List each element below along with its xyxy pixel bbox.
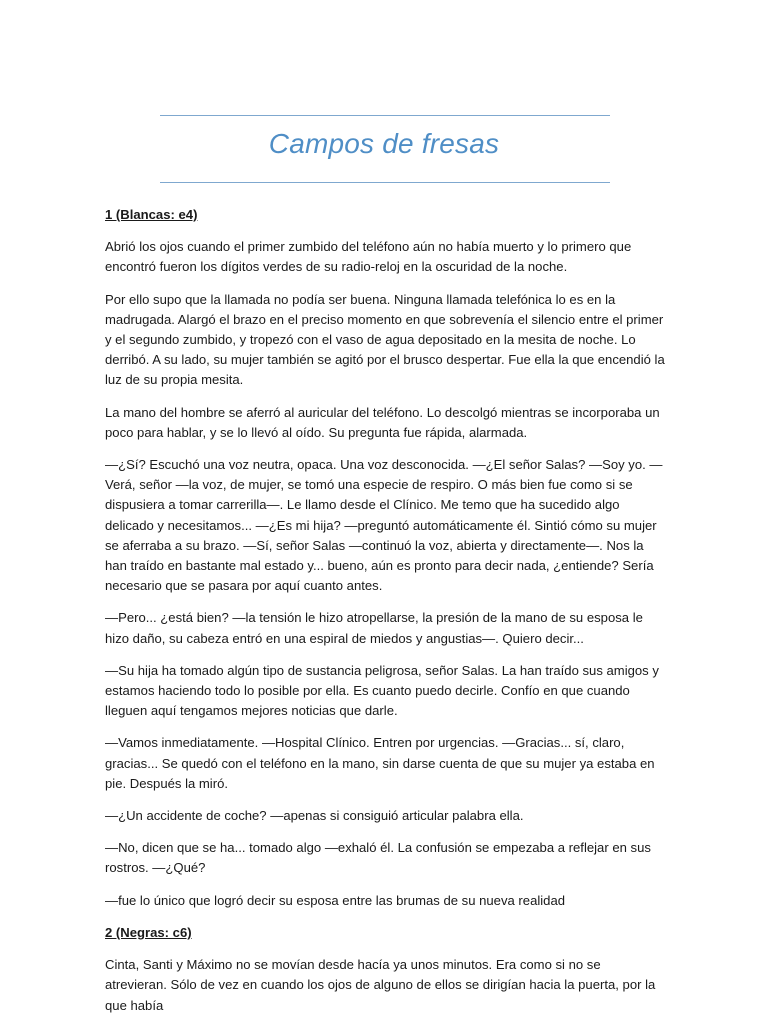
paragraph: —Su hija ha tomado algún tipo de sustancia peligrosa, señor Salas. La han traído sus amigos y estamos haciendo todo lo posible por ella. Es cuanto puedo decirle. Confío en que cuando lleguen aquí tengamos mejores noticias que darle. bbox=[105, 662, 659, 719]
paragraph: —Vamos inmediatamente. —Hospital Clínico. Entren por urgencias. —Gracias... sí, claro, gracias... Se quedó con el teléfono en la mano, sin darse cuenta de que su mujer ya estaba en pie. Después la miró. bbox=[105, 735, 655, 791]
page-title: Campos de fresas bbox=[268, 128, 500, 159]
paragraph: —No, dicen que se ha... tomado algo —exhaló él. La confusión se empezaba a reflejar en sus rostros. —¿Qué? bbox=[105, 840, 651, 876]
title-top-rule bbox=[160, 115, 610, 116]
paragraph: Por ello supo que la llamada no podía ser buena. Ninguna llamada telefónica lo es en la madrugada. Alargó el brazo en el preciso momento en que sobrevenía el silencio entre el primer y el segundo zumbido, y tropezó con el vaso de agua depositado en la mesita de noche. Lo derribó. A su lado, su mujer también se agitó por el brusco despertar. Fue ella la que encendió la luz de su propia mesita. bbox=[105, 291, 665, 388]
paragraph: Cinta, Santi y Máximo no se movían desde hacía ya unos minutos. Era como si no se atrevieran. Sólo de vez en cuando los ojos de alguno de ellos se dirigían hacia la puerta, por la que había bbox=[105, 957, 656, 1013]
section-heading: 2 (Negras: c6) bbox=[105, 924, 192, 940]
paragraph: —fue lo único que logró decir su esposa entre las brumas de su nueva realidad bbox=[105, 892, 566, 908]
paragraph: —¿Un accidente de coche? —apenas si consiguió articular palabra ella. bbox=[105, 808, 524, 824]
paragraph: —Pero... ¿está bien? —la tensión le hizo atropellarse, la presión de la mano de su esposa le hizo daño, su cabeza entró en una espiral de miedos y angustias—. Quiero decir... bbox=[105, 610, 643, 646]
paragraph: —¿Sí? Escuchó una voz neutra, opaca. Una voz desconocida. —¿El señor Salas? —Soy yo. —Verá, señor —la voz, de mujer, se tomó una especie de respiro. O más bien fue como si se dispusiera a tomar carrerilla—. Le llamo desde el Clínico. Me temo que ha sucedido algo delicado y necesitamos... —¿Es mi hija? —preguntó automáticamente él. Sintió cómo su mujer se aferraba a su brazo. —Sí, señor Salas —continuó la voz, abierta y directamente—. Nos la han traído en bastante mal estado y... bueno, aún es pronto para decir nada, ¿entiende? Sería necesario que se pasara por aquí cuanto antes. bbox=[105, 457, 663, 594]
title-bottom-rule bbox=[160, 182, 610, 183]
document-body bbox=[105, 205, 665, 1028]
section-heading: 1 (Blancas: e4) bbox=[105, 207, 198, 222]
paragraph: Abrió los ojos cuando el primer zumbido del teléfono aún no había muerto y lo primero que encontró fueron los dígitos verdes de su radio-reloj en la oscuridad de la noche. bbox=[105, 239, 632, 275]
paragraph: La mano del hombre se aferró al auricular del teléfono. Lo descolgó mientras se incorporaba un poco para hablar, y se lo llevó al oído. Su pregunta fue rápida, alarmada. bbox=[105, 404, 660, 440]
